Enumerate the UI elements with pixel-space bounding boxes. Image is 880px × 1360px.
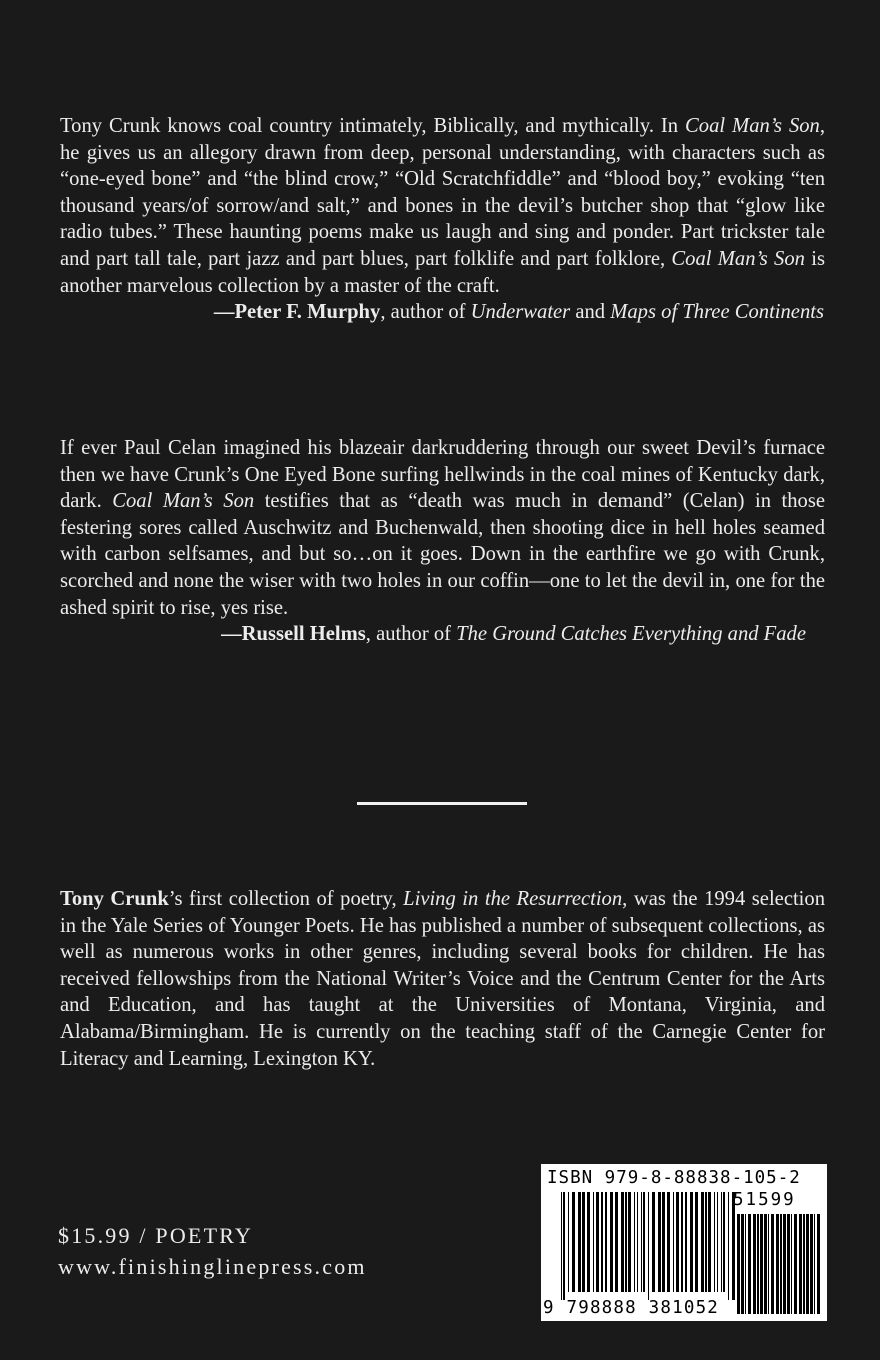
barcode-bar xyxy=(601,1192,603,1292)
attribution-work: Maps of Three Continents xyxy=(610,301,824,324)
barcode-bar xyxy=(690,1192,693,1292)
barcode-bar xyxy=(810,1214,813,1314)
barcode-bar xyxy=(760,1214,763,1314)
barcode-bar xyxy=(572,1192,575,1292)
barcode-bar xyxy=(717,1192,718,1292)
barcode-bar xyxy=(563,1192,565,1300)
barcode-bar xyxy=(658,1192,661,1292)
barcode-bar xyxy=(587,1192,590,1292)
author-name: Tony Crunk xyxy=(60,888,169,910)
barcode-bar xyxy=(621,1192,624,1292)
book-title: Coal Man’s Son xyxy=(685,115,820,137)
barcode-bar xyxy=(776,1214,779,1314)
blurb-text: , he gives us an allegory drawn from deep, personal understanding, with characters such as “one-eyed bone” and “the blind crow,” “Old Scratchfiddle” and “blood boy,” evoking “ten thousand years/of sorrow/and salt,” and bones in the devil’s butcher shop that “glow like radio tubes.” These haunting poems make us laugh and sing and ponder. Part trickster tale and part tall tale, part jazz and part blues, part folklife and part folklore, xyxy=(60,115,825,270)
isbn-barcode xyxy=(541,1164,827,1321)
barcode-bar xyxy=(721,1192,722,1292)
barcode-bar xyxy=(667,1192,670,1292)
price-and-website xyxy=(58,1220,367,1282)
barcode-bar xyxy=(791,1214,792,1314)
barcode-bar xyxy=(741,1214,744,1314)
blurb-text: If ever Paul Celan imagined his blazeair darkruddering through our sweet Devil’s furnace then we have Crunk’s One Eyed Bone surfing hellwinds in the coal mines of Kentucky dark, dark. xyxy=(60,437,825,513)
attribution-work: The Ground Catches Everything and Fade xyxy=(456,623,806,646)
barcode-bar xyxy=(799,1214,802,1314)
barcode-bar xyxy=(806,1214,809,1314)
barcode-bar xyxy=(605,1192,607,1292)
barcode-bar xyxy=(695,1192,698,1292)
barcode-bar xyxy=(780,1214,782,1314)
barcode-bar xyxy=(783,1214,786,1314)
publisher-website: www.finishinglinepress.com xyxy=(58,1254,367,1279)
book-title: Coal Man’s Son xyxy=(112,490,255,513)
bio-text: ’s first collection of poetry, xyxy=(168,888,404,910)
barcode-bar xyxy=(705,1192,707,1292)
barcode-bar xyxy=(662,1192,665,1292)
isbn-number: ISBN 979-8-88838-105-2 xyxy=(547,1168,801,1188)
barcode-bar xyxy=(561,1192,562,1300)
section-divider xyxy=(357,802,527,805)
attribution-name: —Peter F. Murphy xyxy=(213,301,381,324)
barcode-bar xyxy=(737,1214,740,1314)
barcode-bar xyxy=(701,1192,704,1292)
attribution-text: , author of xyxy=(380,301,471,324)
attribution-text: , author of xyxy=(365,623,457,646)
barcode-bar xyxy=(728,1192,729,1300)
barcode-bar xyxy=(637,1192,638,1292)
blurb-peter-murphy xyxy=(60,113,825,326)
barcode-bar xyxy=(817,1214,820,1314)
barcode-bar xyxy=(676,1192,679,1292)
barcode-bar xyxy=(685,1192,687,1292)
barcode-bar xyxy=(673,1192,674,1292)
price-category: $15.99 / POETRY xyxy=(58,1223,253,1248)
barcode-bar xyxy=(628,1192,631,1292)
book-title: Living in the Resurrection xyxy=(403,888,623,910)
barcode-bar xyxy=(681,1192,683,1292)
blurb-text: is another marvelous collection by a master of the craft. xyxy=(60,247,825,297)
ean-number: 9 798888 381052 xyxy=(543,1298,720,1318)
barcode-bar xyxy=(578,1192,581,1292)
barcode-bar xyxy=(648,1192,649,1300)
barcode-bar xyxy=(787,1214,790,1314)
attribution-name: —Russell Helms xyxy=(221,623,366,646)
attribution-work: Underwater xyxy=(470,301,571,324)
barcode-bar xyxy=(768,1214,769,1314)
barcode-bar xyxy=(757,1214,759,1314)
barcode-bar xyxy=(714,1192,715,1292)
barcode-bar xyxy=(814,1214,815,1314)
barcode-bar xyxy=(753,1214,756,1314)
barcode-bar xyxy=(634,1192,635,1292)
barcode-bar xyxy=(568,1192,569,1292)
bio-text: , was the 1994 selection in the Yale Series of Younger Poets. He has published a number of subsequent collections, as well as numerous works in other genres, including several books for children. He has received fellowships from the National Writer’s Voice and the Centrum Center for the Arts and Education, and has taught at the Universities of Montana, Virginia, and Alabama/Birmingham. He is currently on the teaching staff of the Carnegie Center for Literacy and Learning, Lexington KY. xyxy=(60,888,825,1070)
blurb-attribution xyxy=(60,299,825,326)
blurb-russell-helms xyxy=(60,435,825,648)
barcode-price-code: 51599 xyxy=(733,1190,796,1210)
barcode-bar xyxy=(723,1192,725,1292)
barcode-bar xyxy=(764,1214,767,1314)
barcode-bar xyxy=(610,1192,613,1292)
barcode-bar xyxy=(748,1214,751,1314)
barcode-bar xyxy=(708,1192,711,1292)
barcode-bar xyxy=(803,1214,805,1314)
barcode-bar xyxy=(625,1192,627,1292)
barcode-bar xyxy=(641,1192,642,1292)
barcode-bar xyxy=(593,1192,594,1292)
author-bio xyxy=(60,886,825,1072)
blurb-text: Tony Crunk knows coal country intimately, Biblically, and mythically. In xyxy=(60,115,686,137)
barcode-bar xyxy=(615,1192,618,1292)
barcode-bar xyxy=(643,1192,645,1292)
blurb-attribution xyxy=(60,621,825,648)
barcode-bar xyxy=(794,1214,797,1314)
barcode-bar xyxy=(652,1192,655,1292)
attribution-text: and xyxy=(570,301,611,324)
blurb-text: testifies that as “death was much in demand” (Celan) in those festering sores called Auschwitz and Buchenwald, then shooting dice in hell holes seamed with carbon selfsames, and but so…on it goes. Down in the earthfire we go with Crunk, scorched and none the wiser with two holes in our coffin—one to let the devil in, one for the ashed spirit to rise, yes rise. xyxy=(60,490,826,619)
barcode-bar xyxy=(745,1214,746,1314)
barcode-bar xyxy=(596,1192,599,1292)
barcode-bar xyxy=(771,1214,774,1314)
book-title: Coal Man’s Son xyxy=(671,247,805,270)
barcode-bar xyxy=(582,1192,585,1292)
